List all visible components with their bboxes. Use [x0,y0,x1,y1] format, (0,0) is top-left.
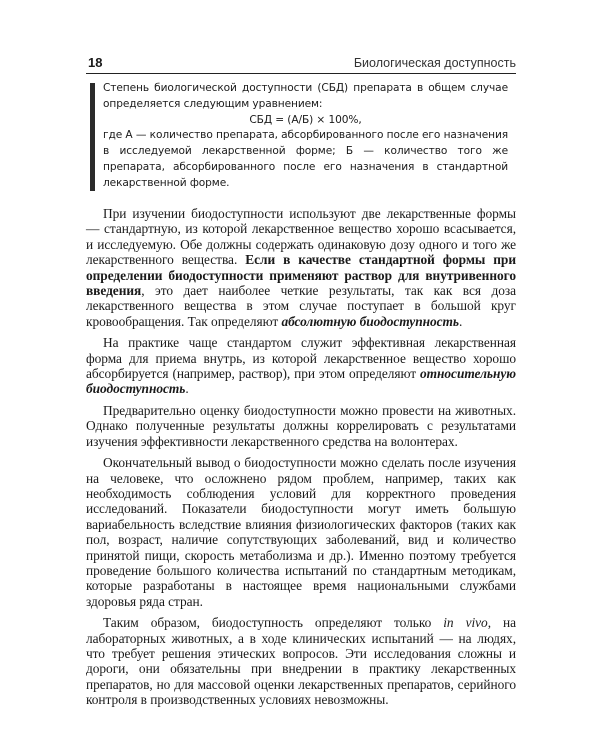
running-title: Биологическая доступность [353,56,516,70]
text-run: При изучении биодоступности используют две лекарственные формы — стандартную, из которой лекарственное вещество хорошо всасывается, и исследуемую. Обе должны содержать одинаковую дозу одного и того же лекарственного вещества. [86,206,516,268]
paragraph [86,615,516,707]
definition-explanation: где А — количество препарата, абсорбированного после его назначения в исследуемой лекарственной форме; Б — количество того же препарата, абсорбированного после его назначения в стандартной лекарственной форме. [103,129,508,189]
text-run: . [458,313,463,329]
text-run: Предварительно оценку биодоступности можно провести на животных. Однако полученные результаты должны коррелировать с результатами изучения эффективности лекарственного средства на волонтерах. [86,402,516,449]
definition-side-bar [90,83,95,191]
definition-text [103,81,508,192]
page-number: 18 [88,55,103,70]
paragraph [86,206,516,329]
paragraph [86,455,516,609]
text-run: . [185,381,189,397]
definition-intro: Степень биологической доступности (СБД) препарата в общем случае определяется следующим уравнением: [103,82,508,110]
bold-italic-text-run: относительную биодоступность [86,366,516,397]
text-run: , это дает наиболее четкие результаты, так как вся доза лекарственного вещества в этом случае поступает в большой круг кровообращения. Так определяют [86,283,516,329]
definition-box [90,81,510,193]
text-run: Окончательный вывод о биодоступности можно сделать после изучения на человеке, что осложнено рядом проблем, например, таких как необходимость соблюдения условий для корректного проведения исследований. Показатели биодоступности могут иметь большую вариабельность вследствие влияния физиологических факторов (таких как пол, возраст, наличие сопутствующих заболеваний, вид и количество принятой пищи, скорость метаболизма и др.). Именно поэтому требуется проведение большого количества испытаний по стандартным методикам, которые разработаны в настоящее время национальными службами здоровья ряда стран. [86,455,516,609]
text-run: Таким образом, биодоступность определяют только [103,615,444,631]
text-run: На практике чаще стандартом служит эффективная лекарственная форма для приема внутрь, из которой лекарственное вещество хорошо абсорбируется (например, раствор), при этом определяют [86,335,516,382]
italic-text-run: in vivo [443,615,488,631]
bold-italic-text-run: абсолютную биодоступность [281,313,459,329]
bioavailability-formula: СБД = (А/Б) × 100%, [249,113,362,126]
body-text [86,206,516,714]
paragraph [86,335,516,397]
bold-text-run: Если в качестве стандартной формы при определении биодоступности применяют раствор для внутривенного введения [86,252,516,299]
text-run: , на лабораторных животных, а в ходе клинических испытаний — на людях, что требует решения этических вопросов. Эти исследования сложны и дороги, они обязательны при внедрении в практику лекарственных препаратов, но для массовой оценки лекарственных препаратов, серийного контроля в производственных условиях невозможны. [86,615,516,708]
page-header [86,55,516,74]
paragraph [86,403,516,449]
